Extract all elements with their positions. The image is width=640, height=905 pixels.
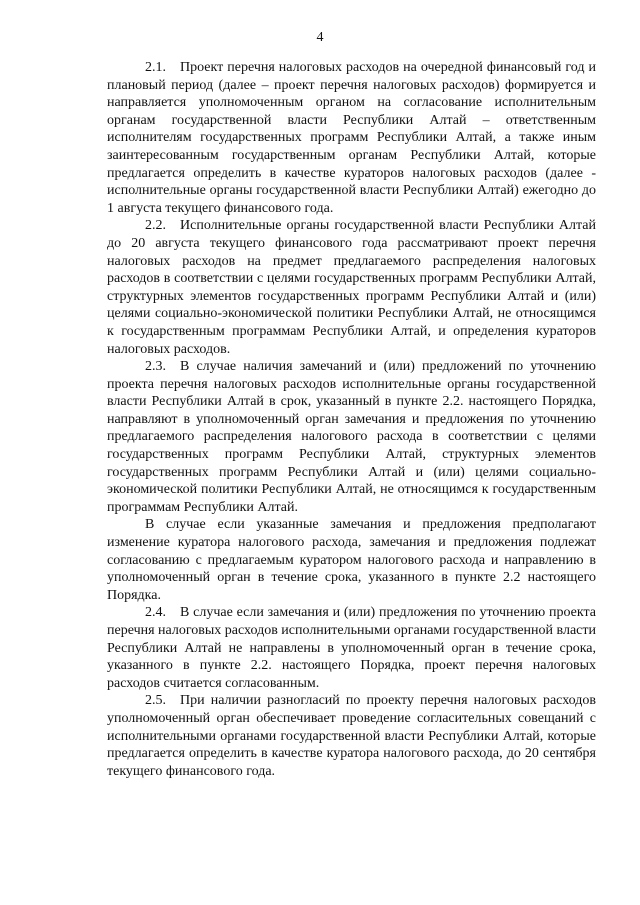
page-number: 4 <box>316 30 324 45</box>
paragraph-2-3-continued: В случае если указанные замечания и предложения предполагают изменение куратора налогового расхода, замечания и предложения подлежат согласованию с предлагаемым куратором налогового расхода и направлению в уполномоченный орган в течение срока, указанного в пункте 2.2 настоящего Порядка. <box>107 517 596 603</box>
paragraph-2-1: 2.1. Проект перечня налоговых расходов на очередной финансовый год и плановый период (далее – проект перечня налоговых расходов) формируется и направляется уполномоченным органом на согласование исполнительным органам государственной власти Республики Алтай – ответственным исполнителям государственных программ Республики Алтай, а также иным заинтересованным государственным органам Республики Алтай, которые предлагается определить в качестве кураторов налоговых расходов (далее - исполнительные органы государственной власти Республики Алтай) ежегодно до 1 августа текущего финансового года. <box>107 60 596 216</box>
paragraph-2-5: 2.5. При наличии разногласий по проекту перечня налоговых расходов уполномоченный орган обеспечивает проведение согласительных совещаний с исполнительными органами государственной власти Республики Алтай, которые предлагается определить в качестве куратора налогового расхода, до 20 сентября текущего финансового года. <box>107 693 596 779</box>
paragraph-2-3: 2.3. В случае наличия замечаний и (или) предложений по уточнению проекта перечня налоговых расходов исполнительные органы государственной власти Республики Алтай в срок, указанный в пункте 2.2. настоящего Порядка, направляют в уполномоченный орган замечания и предложения по уточнению предлагаемого распределения налогового расхода в соответствии с целями государственных программ Республики Алтай, структурных элементов государственных программ Республики Алтай и (или) целями социально-экономической политики Республики Алтай, не относящимся к государственным программам Республики Алтай. <box>107 359 596 515</box>
document-body <box>107 59 596 780</box>
paragraph-2-4: 2.4. В случае если замечания и (или) предложения по уточнению проекта перечня налоговых расходов исполнительными органами государственной власти Республики Алтай не направлены в уполномоченный орган в течение срока, указанного в пункте 2.2. настоящего Порядка, проект перечня налоговых расходов считается согласованным. <box>107 605 596 691</box>
paragraph-2-2: 2.2. Исполнительные органы государственной власти Республики Алтай до 20 августа текущего финансового года рассматривают проект перечня налоговых расходов на предмет предлагаемого распределения налоговых расходов в соответствии с целями государственных программ Республики Алтай, структурных элементов государственных программ Республики Алтай и (или) целями социально-экономической политики Республики Алтай, не относящимся к государственным программам Республики Алтай, и определения кураторов налоговых расходов. <box>107 218 596 357</box>
